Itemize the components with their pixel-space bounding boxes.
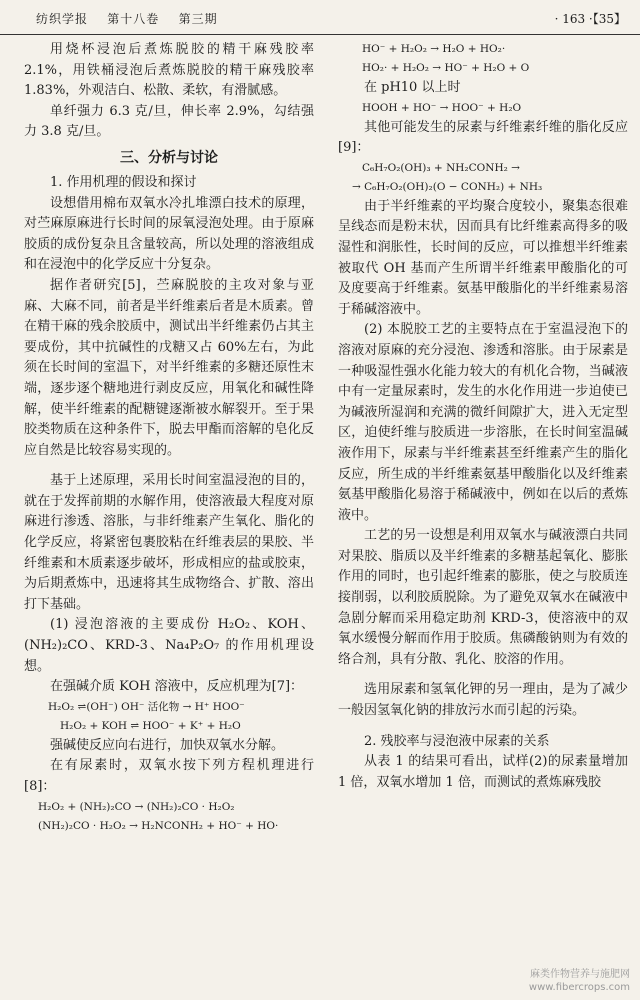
chemical-equation: H₂O₂ + KOH ⇌ HOO⁻ + K⁺ + H₂O — [60, 719, 241, 732]
paragraph: 从表 1 的结果可看出，试样(2)的尿素量增加 1 倍，双氧水增加 1 倍，而测试的煮炼麻残胶 — [338, 754, 628, 790]
chemical-equation: H₂O₂ + (NH₂)₂CO → (NH₂)₂CO · H₂O₂ — [38, 800, 235, 813]
section-heading: 三、分析与讨论 — [120, 149, 218, 166]
watermark-url: www.fibercrops.com — [528, 982, 630, 993]
page-number: · 163 ·【35】 — [554, 12, 626, 26]
chemical-equation: C₆H₇O₂(OH)₃ + NH₂CONH₂ → — [362, 161, 520, 174]
subsection-heading: 1. 作用机理的假设和探讨 — [50, 174, 197, 190]
paragraph: 在有尿素时，双氧水按下列方程机理进行[8]： — [24, 758, 314, 794]
paragraph: 选用尿素和氢氧化钾的另一理由，是为了减少一般因氢氧化钠的排放污水而引起的污染。 — [338, 682, 628, 719]
watermark-site-name: 麻类作物营养与施肥网 — [530, 969, 630, 980]
chemical-equation: H₂O₂ ⇌(OH⁻) OH⁻ 活化物 → H⁺ HOO⁻ — [48, 700, 245, 713]
paragraph: 由于半纤维素的平均聚合度较小，聚集态很难呈线态而是粉末状，因而具有比纤维素高得多的吸湿性和润胀性，长时间的反应，可以推想半纤维素被取代 OH 基而产生所谓半纤维素甲酸脂化的可及度要高于纤维素。氨基甲酸脂化的半纤维素易溶于稀碱溶液中。 — [338, 198, 628, 317]
paragraph: 单纤强力 6.3 克/旦，伸长率 2.9%，勾结强力 3.8 克/旦。 — [24, 103, 314, 140]
paragraph: 在强碱介质 KOH 溶液中，反应机理为[7]： — [50, 679, 304, 695]
journal-volume: 第十八卷 — [107, 12, 160, 26]
spacer — [24, 461, 314, 471]
paragraph: 其他可能发生的尿素与纤维素纤维的脂化反应[9]： — [338, 119, 628, 156]
left-column — [24, 40, 314, 836]
paragraph: 基于上述原理，采用长时间室温浸泡的目的，就在于发挥前期的水解作用，使溶液最大程度对原麻进行渗透、溶胀，与非纤维素产生氧化、脂化的化学反应，将紧密包裹胶粘在纤维表层的果胶、半纤维素和木质素逐步破坏，形成相应的盐或胶束，为后期煮炼中，迅速将其生成物络合、扩散、溶出打下基础。 — [24, 473, 314, 612]
paragraph: (1) 浸泡溶液的主要成份 H₂O₂、KOH、(NH₂)₂CO、KRD-3、Na₄P₂O₇ 的作用机理设想。 — [24, 617, 314, 674]
page-header — [0, 0, 640, 35]
chemical-equation: → C₆H₇O₂(OH)₂(O − CONH₂) + NH₃ — [352, 180, 543, 193]
paragraph: 在 pH10 以上时 — [364, 80, 461, 95]
watermark — [529, 968, 630, 994]
subsection-heading: 2. 残胶率与浸泡液中尿素的关系 — [364, 733, 550, 749]
chemical-equation: HO⁻ + H₂O₂ → H₂O + HO₂· — [362, 43, 506, 55]
journal-name: 纺织学报 — [36, 12, 89, 26]
right-column — [338, 40, 628, 793]
paragraph: 设想借用棉布双氧水冷扎堆漂白技术的原理，对苎麻原麻进行长时间的尿氧浸泡处理。由于原麻胶质的成份复杂且含量较高，所以处理的溶液组成和在浸泡中的化学反应十分复杂。 — [24, 195, 314, 273]
journal-issue: 第三期 — [178, 12, 218, 26]
chemical-equation: HOOH + HO⁻ → HOO⁻ + H₂O — [362, 101, 522, 114]
chemical-equation: HO₂· + H₂O₂ → HO⁻ + H₂O + O — [362, 62, 530, 74]
spacer — [338, 722, 628, 732]
paragraph: 工艺的另一设想是利用双氧水与碱液漂白共同对果胶、脂质以及半纤维素的多糖基起氧化、膨胀作用的同时，也引起纤维素的膨胀，使之与胶质连接削弱，以利胶质脱除。为了避免双氧水在碱液中急剧分解而采用稳定助剂 KRD-3，使溶液中的双氧水缓慢分解而作用于胶质。焦磷酸钠则为有效的络合剂，具有分散、乳化、胶溶的作用。 — [338, 528, 628, 667]
chemical-equation: (NH₂)₂CO · H₂O₂ → H₂NCONH₂ + HO⁻ + HO· — [38, 819, 279, 832]
spacer — [338, 670, 628, 680]
paragraph: (2) 本脱胶工艺的主要特点在于室温浸泡下的溶液对原麻的充分浸泡、渗透和溶胀。由于尿素是一种吸湿性强水化能力较大的有机化合物，当碱液中有一定量尿素时，发生的水化作用进一步迫使已为碱液所湿润和充满的微纤间隙扩大，进入无定型区，迫使纤维与胶质进一步溶胀，在长时间室温碱液作用下，尿素与半纤维素甚至纤维素产生的脂化反应，所生成的半纤维素氨基甲酸脂化以及纤维素氨基甲酸脂化易溶于稀碱液中，例如在以后的煮炼液中。 — [338, 322, 628, 523]
paragraph: 用烧杯浸泡后煮炼脱胶的精干麻残胶率2.1%，用铁桶浸泡后煮炼脱胶的精干麻残胶率1.83%，外观洁白、松散、柔软，有滑腻感。 — [24, 42, 314, 99]
paragraph: 强碱使反应向右进行，加快双氧水分解。 — [50, 737, 285, 753]
journal-info — [36, 10, 218, 27]
paragraph: 据作者研究[5]，苎麻脱胶的主攻对象与亚麻、大麻不同，前者是半纤维素后者是木质素。曾在精干麻的残余胶质中，测试出半纤维素仍占其主要成份，其中抗碱性的戊糖又占 60%左右，为此须在长时间的室温下，对半纤维素的多糖还原性末端，逐步逐个糖地进行剥皮反应，用氧化和碱性降解，使半纤维素的配糖键逐渐被水解裂开。至于果胶类物质在这种条件下，脱去甲酯而溶解的皂化反应自然是比较容易实现的。 — [24, 277, 314, 458]
